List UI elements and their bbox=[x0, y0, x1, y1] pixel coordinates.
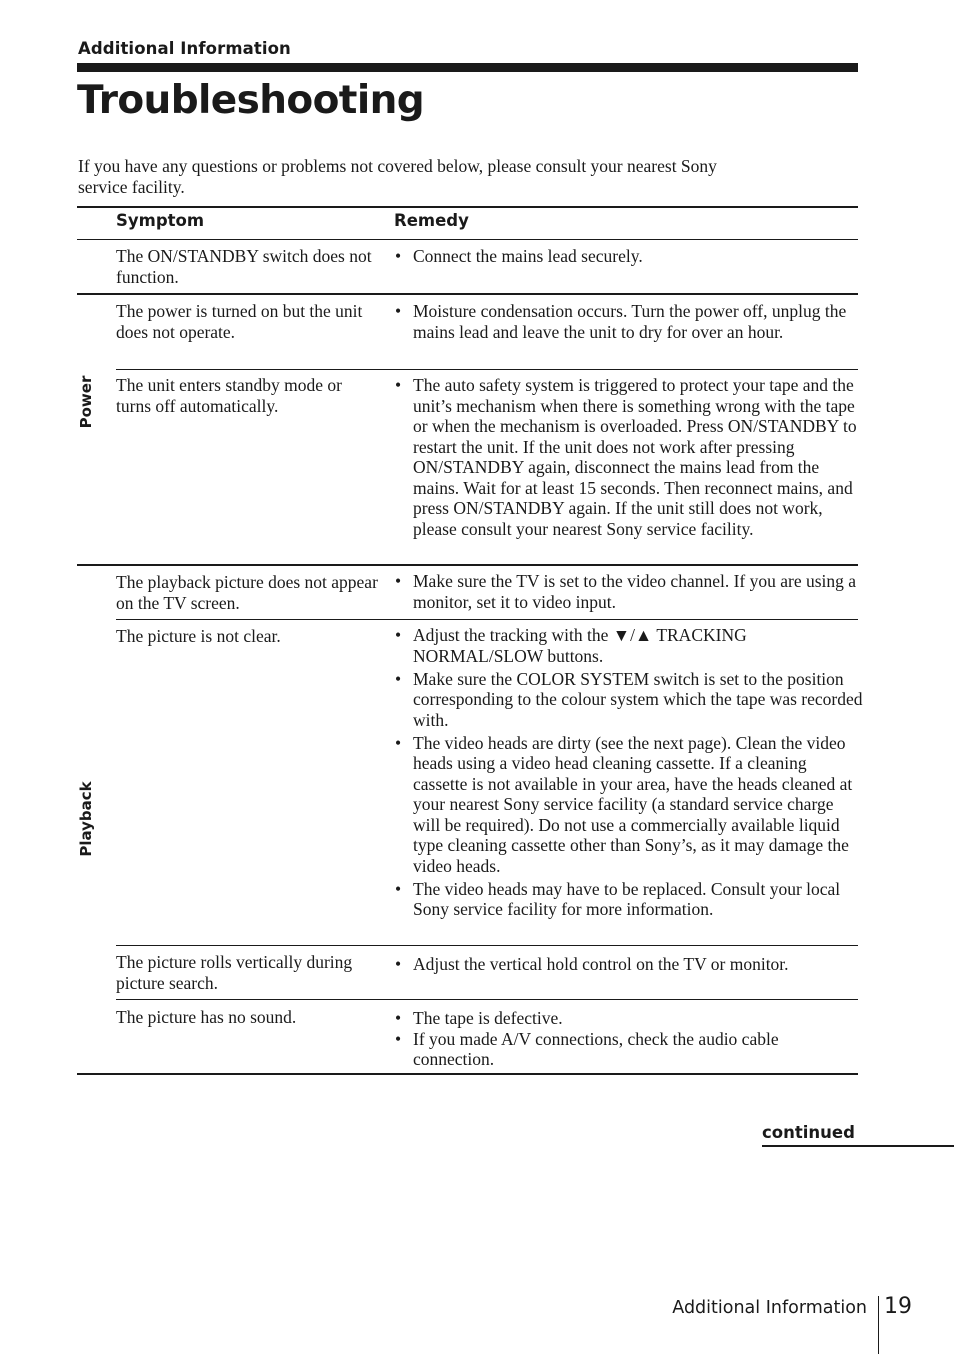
remedy-list bbox=[395, 375, 863, 542]
remedy-item: • Adjust the vertical hold control on the TV or monitor. bbox=[395, 954, 789, 974]
remedy-item: • The video heads are dirty (see the next page). Clean the video heads using a video head cleaning cassette. If a cleaning cassette is not available in your area, have the heads cleaned at your nearest Sony service facility (a standard service charge will be required). Do not use a commercially available liquid type cleaning cassette other than Sony’s, as it may damage the video heads. bbox=[395, 732, 853, 876]
remedy-list bbox=[395, 954, 863, 977]
remedy-list bbox=[395, 301, 863, 345]
row-rule bbox=[116, 619, 858, 620]
table-bottom-rule bbox=[77, 1073, 858, 1075]
row-rule bbox=[116, 999, 858, 1000]
symptom-cell: The power is turned on but the unit does not operate. bbox=[116, 301, 363, 342]
row-rule bbox=[77, 293, 858, 295]
remedy-item: • Connect the mains lead securely. bbox=[395, 246, 643, 266]
symptom-cell: The unit enters standby mode or turns off automatically. bbox=[116, 375, 342, 416]
header-row-rule bbox=[77, 239, 858, 240]
group-rule bbox=[77, 564, 858, 566]
remedy-column-header: Remedy bbox=[394, 211, 469, 230]
remedy-list bbox=[395, 625, 863, 922]
continued-label: continued bbox=[762, 1123, 855, 1142]
remedy-list bbox=[395, 1008, 863, 1072]
group-label-playback: Playback bbox=[77, 781, 95, 857]
symptom-cell: The picture has no sound. bbox=[116, 1007, 297, 1027]
page-number: 19 bbox=[884, 1294, 912, 1319]
remedy-item: • Adjust the tracking with the ▼/▲ TRACKING NORMAL/SLOW buttons. bbox=[395, 625, 747, 666]
section-label: Additional Information bbox=[78, 39, 291, 58]
remedy-item: • The video heads may have to be replaced. Consult your local Sony service facility for more information. bbox=[395, 878, 841, 919]
group-label-power: Power bbox=[77, 375, 95, 429]
remedy-item: • Moisture condensation occurs. Turn the power off, unplug the mains lead and leave the unit to dry for over an hour. bbox=[395, 301, 847, 342]
remedy-item: • Make sure the COLOR SYSTEM switch is set to the position corresponding to the colour system which the tape was recorded with. bbox=[395, 668, 863, 730]
symptom-cell: The ON/STANDBY switch does not function. bbox=[116, 246, 372, 287]
remedy-item: • The tape is defective. bbox=[395, 1008, 563, 1028]
remedy-list bbox=[395, 571, 863, 615]
remedy-list bbox=[395, 246, 863, 269]
footer-section-label: Additional Information bbox=[672, 1298, 867, 1318]
intro-text: If you have any questions or problems not covered below, please consult your nearest Sony service facility. bbox=[78, 156, 717, 197]
continued-rule bbox=[762, 1145, 954, 1147]
table-top-rule bbox=[77, 206, 858, 208]
page-title: Troubleshooting bbox=[77, 78, 425, 123]
symptom-cell: The playback picture does not appear on the TV screen. bbox=[116, 572, 378, 613]
symptom-column-header: Symptom bbox=[116, 211, 205, 230]
header-rule bbox=[77, 63, 858, 72]
symptom-cell: The picture rolls vertically during picture search. bbox=[116, 952, 353, 993]
row-rule bbox=[116, 369, 858, 370]
row-rule bbox=[116, 945, 858, 946]
footer-divider bbox=[878, 1296, 879, 1354]
symptom-cell: The picture is not clear. bbox=[116, 626, 281, 646]
remedy-item: • If you made A/V connections, check the audio cable connection. bbox=[395, 1028, 779, 1069]
remedy-item: • The auto safety system is triggered to protect your tape and the unit’s mechanism when there is something wrong with the tape or when the mechanism is overloaded. Press ON/STANDBY to restart the unit. If the unit does not work after pressing ON/STANDBY again, disconnect the mains lead from the mains. Wait for at least 15 seconds. Then reconnect mains, and press ON/STANDBY again. If the unit still does not work, please consult your nearest Sony service facility. bbox=[395, 375, 857, 539]
remedy-item: • Make sure the TV is set to the video channel. If you are using a monitor, set it to video input. bbox=[395, 571, 857, 612]
